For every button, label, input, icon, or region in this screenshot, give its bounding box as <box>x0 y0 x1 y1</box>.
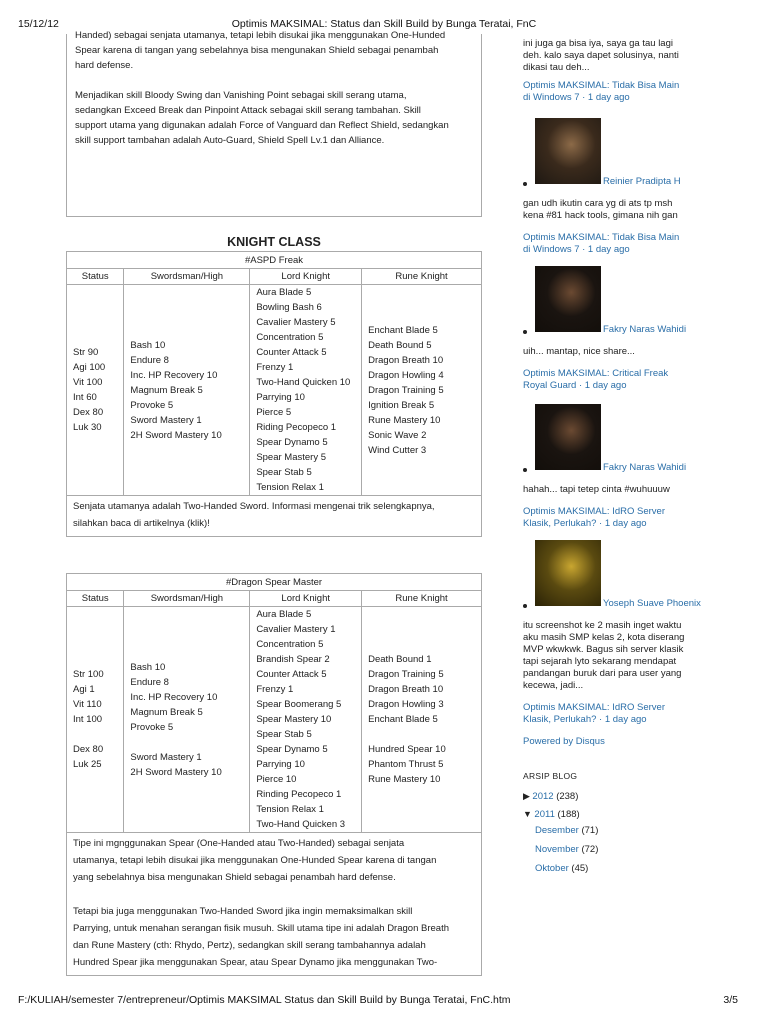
intro-line: skill support tambahan adalah Auto-Guard, Shield Spell Lv.1 dan Alliance. <box>75 135 385 146</box>
note-line: silahkan baca di artikelnya (klik)! <box>73 518 210 529</box>
skill-entry <box>368 729 371 740</box>
comment-author-link[interactable]: Yoseph Suave Phoenix <box>603 598 701 609</box>
archive-count: (238) <box>553 791 579 802</box>
comment-line: kena #81 hack tools, gimana nih gan <box>523 210 678 221</box>
table-title: #Dragon Spear Master <box>67 574 482 591</box>
skill-entry: Inc. HP Recovery 10 <box>130 369 218 381</box>
skill-entry <box>73 729 76 740</box>
skill-entry: Dragon Breath 10 <box>368 354 444 366</box>
table-note <box>67 496 482 537</box>
column-header: Status <box>67 269 124 285</box>
note-line: Senjata utamanya adalah Two-Handed Sword. Informasi mengenai trik selengkapnya, <box>73 501 435 512</box>
comment-link-line[interactable]: di Windows 7 · 1 day ago <box>523 92 630 103</box>
note-line: yang sebelahnya bisa mengunakan Shield sebagai penambah hard defense. <box>73 872 396 883</box>
column-header: Lord Knight <box>250 591 362 607</box>
comment-line: gan udh ikutin cara yg di ats tp msh <box>523 198 673 209</box>
archive-month-row[interactable] <box>535 863 588 875</box>
intro-line: support utama yang digunakan adalah Force of Vanguard dan Reflect Shield, sedangkan <box>75 120 449 131</box>
note-row <box>67 496 482 537</box>
toggle-arrow-icon[interactable]: ▼ <box>523 809 535 819</box>
comment-link-line[interactable]: Royal Guard · 1 day ago <box>523 380 627 391</box>
column-header: Lord Knight <box>250 269 362 285</box>
comment-link-line[interactable]: Klasik, Perlukah? · 1 day ago <box>523 518 647 529</box>
comment-post-link[interactable] <box>523 368 668 392</box>
archive-month-link[interactable]: Oktober <box>535 863 569 874</box>
archive-year-link[interactable]: 2012 <box>532 791 554 802</box>
column-header: Rune Knight <box>362 269 482 285</box>
skill-entry: Pierce 10 <box>256 774 297 785</box>
comment-post-link[interactable] <box>523 80 713 104</box>
comment-text <box>523 620 684 692</box>
class-title: KNIGHT CLASS <box>227 235 321 249</box>
skill-entry: Riding Pecopeco 1 <box>256 422 337 433</box>
table-note <box>67 833 482 976</box>
archive-month-link[interactable]: Desember <box>535 825 579 836</box>
bullet <box>523 604 527 608</box>
skill-entry: Spear Stab 5 <box>256 729 312 740</box>
skill-entry: Parrying 10 <box>256 392 305 403</box>
skill-entry: Str 100 <box>73 669 104 680</box>
comment-link-line[interactable]: Optimis MAKSIMAL: IdRO Server <box>523 506 666 517</box>
table-title-row <box>67 252 482 269</box>
avatar[interactable] <box>535 118 601 184</box>
note-line: dan Rune Mastery (cth: Rhydo, Pertz), sedangkan skill serang tambahannya adalah <box>73 940 426 951</box>
swordsman-cell <box>124 607 250 833</box>
comment-line: hahah... tapi tetep cinta #wuhuuuw <box>523 484 670 495</box>
table-title-row <box>67 574 482 591</box>
bullet <box>523 330 527 334</box>
skill-entry: Tension Relax 1 <box>256 482 324 493</box>
rune-knight-cell <box>362 607 482 833</box>
lord-knight-cell <box>250 285 362 496</box>
skill-entry: Luk 25 <box>73 759 102 770</box>
skill-entry: Aura Blade 5 <box>256 287 312 298</box>
skill-table-aspd-freak <box>66 251 482 537</box>
comment-line: tapi sejarah lyto sekarang mendapat <box>523 656 677 667</box>
skill-entry: 2H Sword Mastery 10 <box>130 429 222 441</box>
archive-year-row[interactable] <box>523 808 580 821</box>
print-date: 15/12/12 <box>18 18 59 30</box>
print-file-path: F:/KULIAH/semester 7/entrepreneur/Optimis MAKSIMAL Status dan Skill Build by Bunga Teratai, FnC.htm <box>18 994 511 1006</box>
skill-entry: Counter Attack 5 <box>256 669 327 680</box>
table-title: #ASPD Freak <box>67 252 482 269</box>
intro-text-box <box>66 30 482 217</box>
skill-entry: Tension Relax 1 <box>256 804 324 815</box>
column-header: Rune Knight <box>362 591 482 607</box>
avatar[interactable] <box>535 540 601 606</box>
skill-entry: Dex 80 <box>73 407 104 418</box>
swordsman-cell <box>124 285 250 496</box>
comment-link-line[interactable]: Optimis MAKSIMAL: Critical Freak <box>523 368 669 379</box>
skill-entry: Bash 10 <box>130 339 166 351</box>
note-row <box>67 833 482 976</box>
skill-entry: Dragon Howling 4 <box>368 369 444 381</box>
print-title: Optimis MAKSIMAL: Status dan Skill Build by Bunga Teratai, FnC <box>231 18 537 30</box>
skill-entry: Endure 8 <box>130 676 169 688</box>
comment-line: aku masih SMP kelas 2, kota diserang <box>523 632 685 643</box>
note-line: Parrying, untuk menahan serangan fisik musuh. Skill utama tipe ini adalah Dragon Breath <box>73 923 449 934</box>
comment-link-line[interactable]: Optimis MAKSIMAL: Tidak Bisa Main <box>523 232 680 243</box>
comment-line: itu screenshot ke 2 masih inget waktu <box>523 620 682 631</box>
skill-entry: Spear Mastery 10 <box>256 714 332 725</box>
skill-entry: Vit 100 <box>73 377 103 388</box>
skill-entry: Death Bound 5 <box>368 339 432 351</box>
note-line: Tetapi bia juga menggunakan Two-Handed Sword jika ingin memaksimalkan skill <box>73 906 413 917</box>
skill-entry: Spear Stab 5 <box>256 467 312 478</box>
skill-entry: Spear Boomerang 5 <box>256 699 342 710</box>
skill-entry: Concentration 5 <box>256 639 324 650</box>
bullet <box>523 468 527 472</box>
comment-line: kecewa, jadi... <box>523 680 584 691</box>
skill-entry: Death Bound 1 <box>368 654 432 665</box>
skill-entry: Str 90 <box>73 347 99 358</box>
comment-line: MVP wkwkwk. Bagus sih server klasik <box>523 644 684 655</box>
skill-entry: Dragon Breath 10 <box>368 684 444 695</box>
table-header-row <box>67 269 482 285</box>
comment-author-link[interactable]: Fakry Naras Wahidi <box>603 462 687 473</box>
column-header: Swordsman/High <box>124 591 250 607</box>
skill-entry: Vit 110 <box>73 699 102 710</box>
skill-entry: Bash 10 <box>130 661 166 673</box>
comment-text <box>523 346 635 358</box>
intro-line: sedangkan Exceed Break dan Pinpoint Attack sebagai skill serang tambahan. Skill <box>75 105 421 116</box>
skill-entry: Counter Attack 5 <box>256 347 327 358</box>
comment-line: deh. kalo saya dapet solusinya, nanti <box>523 50 679 61</box>
skill-table-dragon-spear-master <box>66 573 482 976</box>
intro-line: Menjadikan skill Bloody Swing dan Vanishing Point sebagai skill serang utama, <box>75 90 407 101</box>
archive-count: (72) <box>578 844 599 855</box>
intro-line: hard defense. <box>75 60 134 71</box>
note-line: Hundred Spear jika menggunakan Spear, atau Spear Dynamo jika menggunakan Two- <box>73 957 438 968</box>
archive-month-row[interactable] <box>535 844 598 856</box>
skill-entry: Magnum Break 5 <box>130 706 203 718</box>
archive-month-link[interactable]: November <box>535 844 579 855</box>
skill-entry: Sword Mastery 1 <box>130 414 202 426</box>
avatar[interactable] <box>535 266 601 332</box>
intro-line: Spear karena di tangan yang sebelahnya bisa mengunakan Shield sebagai penambah <box>75 45 439 56</box>
skill-entry: Frenzy 1 <box>256 362 294 373</box>
skill-entry: Magnum Break 5 <box>130 384 203 396</box>
comment-post-link[interactable] <box>523 702 665 726</box>
skill-row <box>67 285 482 496</box>
skill-entry: Phantom Thrust 5 <box>368 759 444 770</box>
skill-entry: Cavalier Mastery 1 <box>256 624 336 635</box>
skill-entry: Agi 1 <box>73 684 95 695</box>
column-header: Status <box>67 591 124 607</box>
avatar[interactable] <box>535 404 601 470</box>
skill-entry <box>130 737 133 748</box>
comment-link-line[interactable]: Klasik, Perlukah? · 1 day ago <box>523 714 647 725</box>
skill-entry: Aura Blade 5 <box>256 609 312 620</box>
status-cell <box>67 285 124 496</box>
comment-post-link[interactable] <box>523 506 665 530</box>
intro-paragraph-1 <box>75 28 473 73</box>
comment-author-link[interactable]: Fakry Naras Wahidi <box>603 324 687 335</box>
skill-entry: Provoke 5 <box>130 399 174 411</box>
skill-entry: Cavalier Mastery 5 <box>256 317 336 328</box>
skill-entry: Dragon Howling 3 <box>368 699 444 710</box>
skill-entry: Dragon Training 5 <box>368 669 444 680</box>
skill-entry: Agi 100 <box>73 362 106 373</box>
skill-entry: Enchant Blade 5 <box>368 324 438 336</box>
toggle-arrow-icon[interactable]: ▶ <box>523 791 533 801</box>
note-line: Tipe ini mgnggunakan Spear (One-Handed atau Two-Handed) sebagai senjata <box>73 838 405 849</box>
skill-entry: Frenzy 1 <box>256 684 294 695</box>
intro-paragraph-2 <box>75 88 473 148</box>
skill-entry: 2H Sword Mastery 10 <box>130 766 222 778</box>
skill-row <box>67 607 482 833</box>
skill-entry: Two-Hand Quicken 10 <box>256 377 351 388</box>
skill-entry: Int 60 <box>73 392 97 403</box>
archive-count: (188) <box>554 809 580 820</box>
comment-text <box>523 198 678 222</box>
skill-entry: Sonic Wave 2 <box>368 429 427 441</box>
comment-link-line[interactable]: Optimis MAKSIMAL: Tidak Bisa Main <box>523 80 680 91</box>
archive-month-row[interactable] <box>535 825 598 837</box>
column-header: Swordsman/High <box>124 269 250 285</box>
skill-entry: Enchant Blade 5 <box>368 714 438 725</box>
skill-entry: Endure 8 <box>130 354 169 366</box>
lord-knight-cell <box>250 607 362 833</box>
comment-line: ini juga ga bisa iya, saya ga tau lagi <box>523 38 673 49</box>
skill-entry: Parrying 10 <box>256 759 305 770</box>
comment-post-link[interactable] <box>523 232 679 256</box>
arsip-blog-title: ARSIP BLOG <box>523 771 578 781</box>
comment-link-line[interactable]: di Windows 7 · 1 day ago <box>523 244 630 255</box>
bullet <box>523 182 527 186</box>
skill-entry: Sword Mastery 1 <box>130 751 202 763</box>
status-cell <box>67 607 124 833</box>
archive-count: (45) <box>568 863 589 874</box>
comment-author-link[interactable]: Reinier Pradipta H <box>603 176 681 187</box>
powered-by-disqus-link[interactable]: Powered by Disqus <box>523 736 605 747</box>
comment-line: uih... mantap, nice share... <box>523 346 635 357</box>
comment-text <box>523 38 713 74</box>
skill-entry: Pierce 5 <box>256 407 292 418</box>
skill-entry: Provoke 5 <box>130 721 174 733</box>
skill-entry: Dragon Training 5 <box>368 384 444 396</box>
rune-knight-cell <box>362 285 482 496</box>
skill-entry: Hundred Spear 10 <box>368 744 446 755</box>
skill-entry: Two-Hand Quicken 3 <box>256 819 346 830</box>
archive-count: (71) <box>578 825 599 836</box>
note-line <box>73 889 76 900</box>
skill-entry: Rune Mastery 10 <box>368 414 441 426</box>
skill-entry: Wind Cutter 3 <box>368 444 427 456</box>
table-header-row <box>67 591 482 607</box>
skill-entry: Luk 30 <box>73 422 102 433</box>
skill-entry: Bowling Bash 6 <box>256 302 322 313</box>
skill-entry: Int 100 <box>73 714 103 725</box>
comment-line: dikasi tau deh... <box>523 62 590 73</box>
skill-entry: Inc. HP Recovery 10 <box>130 691 218 703</box>
skill-entry: Ignition Break 5 <box>368 399 435 411</box>
skill-entry: Rinding Pecopeco 1 <box>256 789 342 800</box>
comment-text <box>523 484 670 496</box>
skill-entry: Dex 80 <box>73 744 104 755</box>
comment-top <box>523 38 713 104</box>
comment-link-line[interactable]: Optimis MAKSIMAL: IdRO Server <box>523 702 666 713</box>
archive-year-link[interactable]: 2011 <box>534 809 555 820</box>
skill-entry: Spear Mastery 5 <box>256 452 327 463</box>
skill-entry: Brandish Spear 2 <box>256 654 330 665</box>
archive-year-row[interactable] <box>523 790 578 803</box>
skill-entry: Concentration 5 <box>256 332 324 343</box>
note-line: utamanya, tetapi lebih disukai jika menggunakan One-Hunded Spear karena di tangan <box>73 855 437 866</box>
print-page-number: 3/5 <box>723 994 738 1006</box>
skill-entry: Rune Mastery 10 <box>368 774 441 785</box>
comment-line: pandangan buruk dari para user yang <box>523 668 682 679</box>
intro-line: Handed) sebagai senjata utamanya, tetapi lebih disukai jika menggunakan One-Hunded <box>75 30 446 41</box>
skill-entry: Spear Dynamo 5 <box>256 437 328 448</box>
skill-entry: Spear Dynamo 5 <box>256 744 328 755</box>
